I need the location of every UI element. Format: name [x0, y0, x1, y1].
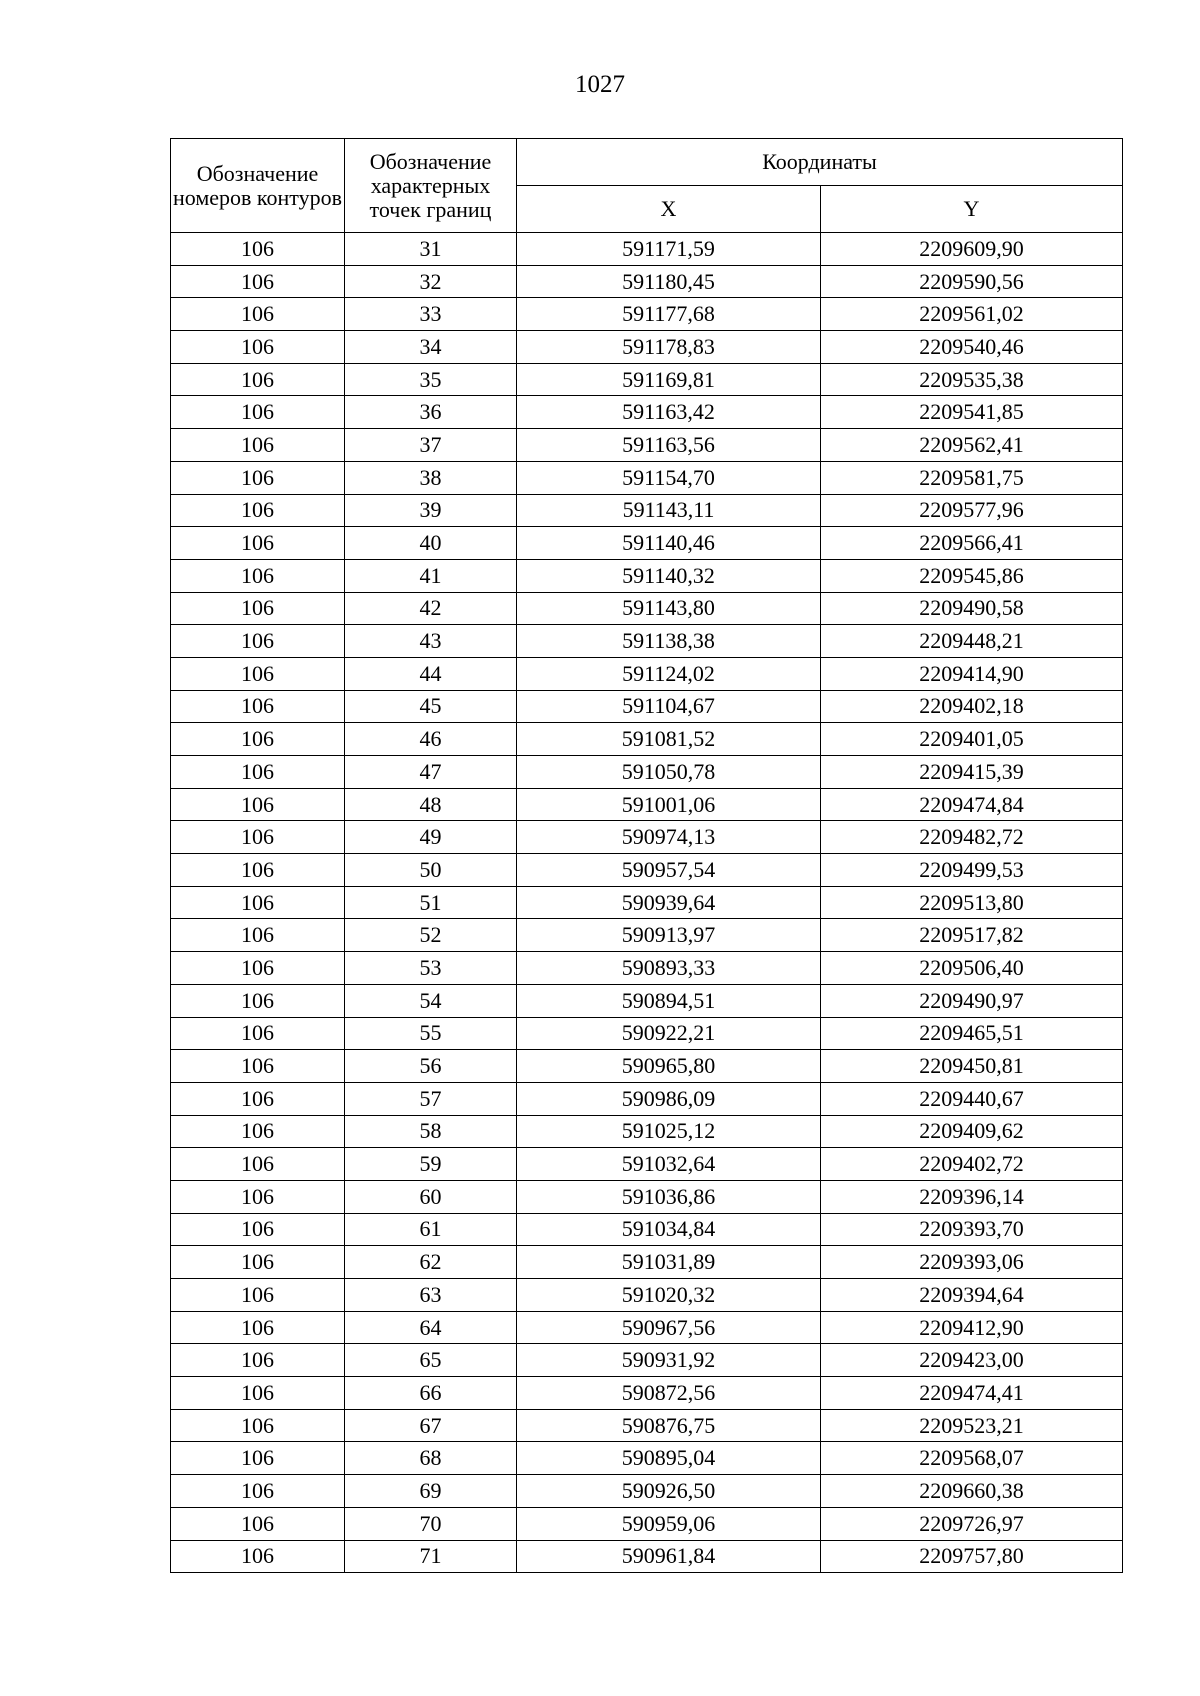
cell-point: 55 [345, 1017, 517, 1050]
table-row [171, 1279, 1123, 1312]
cell-contour: 106 [171, 265, 345, 298]
cell-x: 590895,04 [517, 1442, 821, 1475]
cell-contour: 106 [171, 821, 345, 854]
cell-point: 38 [345, 461, 517, 494]
cell-point: 32 [345, 265, 517, 298]
cell-x: 591177,68 [517, 298, 821, 331]
table-row [171, 1540, 1123, 1573]
cell-y: 2209393,06 [821, 1246, 1123, 1279]
cell-y: 2209490,97 [821, 984, 1123, 1017]
cell-point: 43 [345, 625, 517, 658]
cell-contour: 106 [171, 952, 345, 985]
table-row [171, 429, 1123, 462]
cell-y: 2209562,41 [821, 429, 1123, 462]
cell-point: 51 [345, 886, 517, 919]
cell-x: 590957,54 [517, 854, 821, 887]
table-row [171, 1017, 1123, 1050]
cell-contour: 106 [171, 1279, 345, 1312]
cell-contour: 106 [171, 854, 345, 887]
cell-y: 2209577,96 [821, 494, 1123, 527]
cell-y: 2209393,70 [821, 1213, 1123, 1246]
cell-x: 591124,02 [517, 657, 821, 690]
cell-x: 590959,06 [517, 1507, 821, 1540]
cell-y: 2209465,51 [821, 1017, 1123, 1050]
cell-contour: 106 [171, 625, 345, 658]
cell-point: 58 [345, 1115, 517, 1148]
table-row [171, 1050, 1123, 1083]
cell-x: 590894,51 [517, 984, 821, 1017]
cell-contour: 106 [171, 1409, 345, 1442]
table-row [171, 1148, 1123, 1181]
cell-y: 2209513,80 [821, 886, 1123, 919]
cell-x: 590893,33 [517, 952, 821, 985]
cell-x: 591032,64 [517, 1148, 821, 1181]
cell-contour: 106 [171, 886, 345, 919]
cell-x: 591001,06 [517, 788, 821, 821]
cell-point: 62 [345, 1246, 517, 1279]
cell-y: 2209415,39 [821, 756, 1123, 789]
cell-contour: 106 [171, 1442, 345, 1475]
cell-x: 590961,84 [517, 1540, 821, 1573]
cell-contour: 106 [171, 298, 345, 331]
header-y: Y [821, 186, 1123, 233]
cell-x: 591154,70 [517, 461, 821, 494]
cell-point: 61 [345, 1213, 517, 1246]
table-row [171, 1213, 1123, 1246]
table-row [171, 363, 1123, 396]
cell-x: 591171,59 [517, 233, 821, 266]
cell-x: 590931,92 [517, 1344, 821, 1377]
cell-point: 60 [345, 1180, 517, 1213]
cell-y: 2209757,80 [821, 1540, 1123, 1573]
cell-y: 2209482,72 [821, 821, 1123, 854]
cell-y: 2209499,53 [821, 854, 1123, 887]
table-row [171, 919, 1123, 952]
cell-contour: 106 [171, 657, 345, 690]
table-row [171, 886, 1123, 919]
cell-point: 70 [345, 1507, 517, 1540]
cell-contour: 106 [171, 1311, 345, 1344]
cell-point: 33 [345, 298, 517, 331]
cell-y: 2209535,38 [821, 363, 1123, 396]
table-row [171, 461, 1123, 494]
table-row [171, 690, 1123, 723]
cell-point: 48 [345, 788, 517, 821]
cell-x: 591025,12 [517, 1115, 821, 1148]
cell-contour: 106 [171, 1213, 345, 1246]
cell-point: 45 [345, 690, 517, 723]
cell-point: 37 [345, 429, 517, 462]
table-row [171, 1180, 1123, 1213]
cell-x: 591036,86 [517, 1180, 821, 1213]
table-row [171, 265, 1123, 298]
cell-contour: 106 [171, 788, 345, 821]
table-row [171, 1082, 1123, 1115]
cell-contour: 106 [171, 429, 345, 462]
cell-contour: 106 [171, 1148, 345, 1181]
cell-point: 69 [345, 1475, 517, 1508]
cell-contour: 106 [171, 1017, 345, 1050]
cell-y: 2209541,85 [821, 396, 1123, 429]
cell-contour: 106 [171, 1344, 345, 1377]
cell-x: 590965,80 [517, 1050, 821, 1083]
cell-point: 44 [345, 657, 517, 690]
cell-y: 2209450,81 [821, 1050, 1123, 1083]
cell-y: 2209545,86 [821, 559, 1123, 592]
cell-x: 591050,78 [517, 756, 821, 789]
cell-point: 53 [345, 952, 517, 985]
cell-x: 591140,46 [517, 527, 821, 560]
cell-contour: 106 [171, 690, 345, 723]
table-row [171, 788, 1123, 821]
cell-y: 2209414,90 [821, 657, 1123, 690]
table-row [171, 723, 1123, 756]
cell-x: 590876,75 [517, 1409, 821, 1442]
table-row [171, 1115, 1123, 1148]
cell-point: 31 [345, 233, 517, 266]
cell-y: 2209394,64 [821, 1279, 1123, 1312]
cell-y: 2209401,05 [821, 723, 1123, 756]
cell-point: 56 [345, 1050, 517, 1083]
table-row [171, 657, 1123, 690]
table-row [171, 1409, 1123, 1442]
cell-y: 2209561,02 [821, 298, 1123, 331]
cell-contour: 106 [171, 1115, 345, 1148]
cell-contour: 106 [171, 1377, 345, 1410]
cell-x: 591169,81 [517, 363, 821, 396]
cell-point: 66 [345, 1377, 517, 1410]
cell-contour: 106 [171, 1475, 345, 1508]
cell-contour: 106 [171, 363, 345, 396]
cell-y: 2209474,84 [821, 788, 1123, 821]
cell-contour: 106 [171, 233, 345, 266]
cell-contour: 106 [171, 396, 345, 429]
cell-x: 591104,67 [517, 690, 821, 723]
cell-point: 39 [345, 494, 517, 527]
table-row [171, 396, 1123, 429]
cell-x: 591138,38 [517, 625, 821, 658]
cell-x: 591178,83 [517, 331, 821, 364]
cell-contour: 106 [171, 1507, 345, 1540]
cell-contour: 106 [171, 756, 345, 789]
table-row [171, 821, 1123, 854]
cell-contour: 106 [171, 494, 345, 527]
cell-y: 2209540,46 [821, 331, 1123, 364]
cell-y: 2209423,00 [821, 1344, 1123, 1377]
cell-contour: 106 [171, 723, 345, 756]
cell-point: 57 [345, 1082, 517, 1115]
table-row [171, 527, 1123, 560]
table-row [171, 952, 1123, 985]
cell-y: 2209402,18 [821, 690, 1123, 723]
cell-point: 40 [345, 527, 517, 560]
cell-contour: 106 [171, 331, 345, 364]
coordinates-table [170, 138, 1123, 1573]
cell-contour: 106 [171, 1082, 345, 1115]
cell-x: 591031,89 [517, 1246, 821, 1279]
table-row [171, 1507, 1123, 1540]
table-row [171, 854, 1123, 887]
cell-x: 590913,97 [517, 919, 821, 952]
cell-x: 591081,52 [517, 723, 821, 756]
cell-contour: 106 [171, 1050, 345, 1083]
cell-contour: 106 [171, 559, 345, 592]
cell-y: 2209660,38 [821, 1475, 1123, 1508]
table-body [171, 233, 1123, 1573]
cell-y: 2209568,07 [821, 1442, 1123, 1475]
header-boundary-points: Обозначение характерных точек границ [345, 139, 517, 233]
table-row [171, 1442, 1123, 1475]
cell-point: 65 [345, 1344, 517, 1377]
table-row [171, 1475, 1123, 1508]
cell-contour: 106 [171, 527, 345, 560]
cell-y: 2209396,14 [821, 1180, 1123, 1213]
table-row [171, 559, 1123, 592]
cell-point: 50 [345, 854, 517, 887]
table-row [171, 1344, 1123, 1377]
cell-point: 49 [345, 821, 517, 854]
cell-y: 2209581,75 [821, 461, 1123, 494]
cell-y: 2209609,90 [821, 233, 1123, 266]
header-contour-numbers: Обозначение номеров контуров [171, 139, 345, 233]
cell-point: 35 [345, 363, 517, 396]
cell-point: 63 [345, 1279, 517, 1312]
cell-x: 591020,32 [517, 1279, 821, 1312]
table-row [171, 756, 1123, 789]
cell-point: 41 [345, 559, 517, 592]
cell-y: 2209448,21 [821, 625, 1123, 658]
cell-y: 2209506,40 [821, 952, 1123, 985]
cell-point: 71 [345, 1540, 517, 1573]
cell-point: 36 [345, 396, 517, 429]
table-row [171, 1311, 1123, 1344]
cell-x: 591034,84 [517, 1213, 821, 1246]
cell-y: 2209412,90 [821, 1311, 1123, 1344]
cell-x: 591143,80 [517, 592, 821, 625]
table-row [171, 984, 1123, 1017]
cell-x: 591163,56 [517, 429, 821, 462]
cell-y: 2209409,62 [821, 1115, 1123, 1148]
cell-y: 2209402,72 [821, 1148, 1123, 1181]
cell-x: 591180,45 [517, 265, 821, 298]
cell-contour: 106 [171, 1540, 345, 1573]
cell-point: 34 [345, 331, 517, 364]
cell-x: 590926,50 [517, 1475, 821, 1508]
cell-contour: 106 [171, 984, 345, 1017]
cell-contour: 106 [171, 919, 345, 952]
cell-y: 2209590,56 [821, 265, 1123, 298]
cell-x: 590922,21 [517, 1017, 821, 1050]
cell-y: 2209726,97 [821, 1507, 1123, 1540]
cell-x: 590939,64 [517, 886, 821, 919]
cell-point: 42 [345, 592, 517, 625]
header-coordinates: Координаты [517, 139, 1123, 186]
cell-x: 590974,13 [517, 821, 821, 854]
cell-y: 2209523,21 [821, 1409, 1123, 1442]
cell-x: 590967,56 [517, 1311, 821, 1344]
table-row [171, 592, 1123, 625]
cell-contour: 106 [171, 1180, 345, 1213]
cell-point: 64 [345, 1311, 517, 1344]
cell-x: 591163,42 [517, 396, 821, 429]
cell-y: 2209440,67 [821, 1082, 1123, 1115]
cell-point: 52 [345, 919, 517, 952]
cell-contour: 106 [171, 1246, 345, 1279]
cell-y: 2209474,41 [821, 1377, 1123, 1410]
cell-point: 68 [345, 1442, 517, 1475]
table-row [171, 1246, 1123, 1279]
table-row [171, 233, 1123, 266]
cell-point: 47 [345, 756, 517, 789]
cell-contour: 106 [171, 592, 345, 625]
table-row [171, 494, 1123, 527]
cell-point: 67 [345, 1409, 517, 1442]
cell-x: 591143,11 [517, 494, 821, 527]
cell-y: 2209517,82 [821, 919, 1123, 952]
cell-x: 590986,09 [517, 1082, 821, 1115]
cell-point: 59 [345, 1148, 517, 1181]
cell-y: 2209490,58 [821, 592, 1123, 625]
table-row [171, 1377, 1123, 1410]
header-x: X [517, 186, 821, 233]
table-row [171, 298, 1123, 331]
cell-y: 2209566,41 [821, 527, 1123, 560]
page-number: 1027 [575, 71, 625, 98]
table-row [171, 331, 1123, 364]
table-row [171, 625, 1123, 658]
cell-point: 46 [345, 723, 517, 756]
cell-x: 590872,56 [517, 1377, 821, 1410]
cell-point: 54 [345, 984, 517, 1017]
cell-contour: 106 [171, 461, 345, 494]
cell-x: 591140,32 [517, 559, 821, 592]
